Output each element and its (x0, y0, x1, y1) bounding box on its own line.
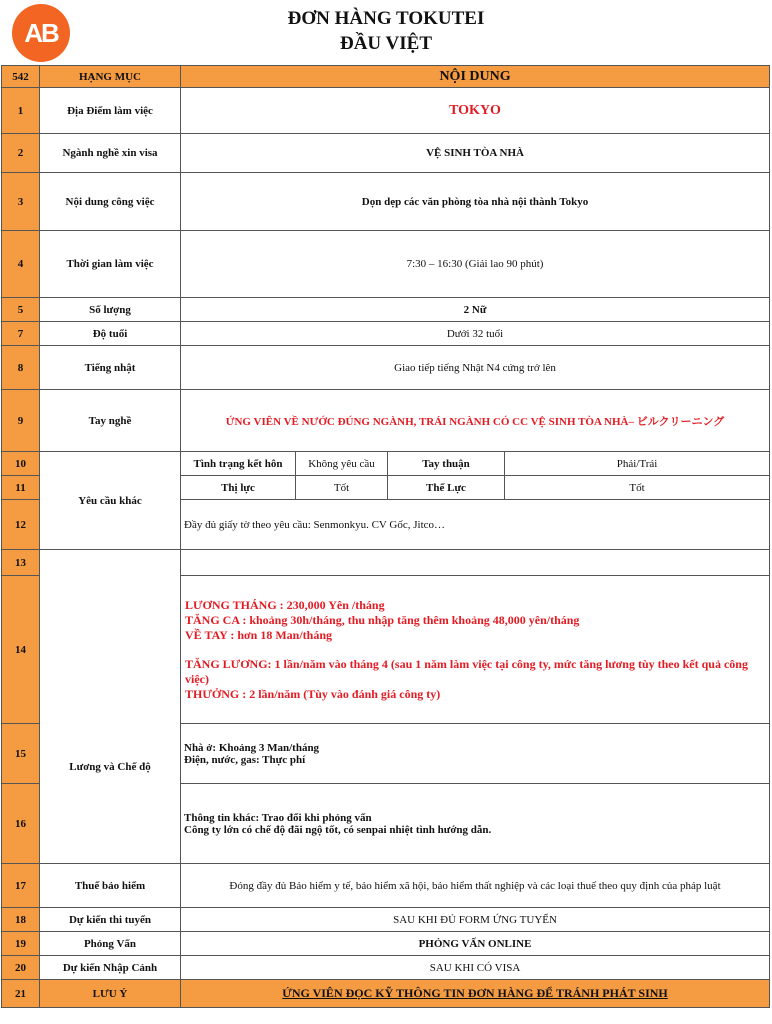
row-number: 21 (2, 980, 40, 1008)
table-row (2, 452, 770, 476)
spacer (185, 643, 765, 657)
other-info-line1: Thông tin khác: Trao đổi khi phỏng vấn (184, 811, 372, 824)
eyesight-label: Thị lực (181, 476, 296, 500)
row-number: 3 (2, 173, 40, 231)
table-row (2, 134, 770, 173)
japanese-level: Giao tiếp tiếng Nhật N4 cứng trở lên (181, 346, 770, 390)
bonus: THƯỞNG : 2 lần/năm (Tùy vào đánh giá công ty) (185, 686, 441, 701)
row-number: 9 (2, 390, 40, 452)
row-number: 15 (2, 724, 40, 784)
monthly-salary: LƯƠNG THÁNG : 230,000 Yên /tháng (185, 597, 385, 612)
logo-text: AB (24, 17, 58, 48)
row-label: Tiếng nhật (40, 346, 181, 390)
table-row (2, 346, 770, 390)
row-label: LƯU Ý (40, 980, 181, 1008)
row-label: Độ tuổi (40, 322, 181, 346)
order-table (1, 65, 770, 1008)
row-number: 1 (2, 88, 40, 134)
tax-insurance: Đóng đầy đủ Bảo hiểm y tế, bảo hiểm xã hội, bảo hiểm thất nghiệp và các loại thuế theo quy định của pháp luật (181, 864, 770, 908)
row-number: 18 (2, 908, 40, 932)
empty-cell (181, 550, 770, 576)
notice: ỨNG VIÊN ĐỌC KỸ THÔNG TIN ĐƠN HÀNG ĐỂ TRÁNH PHÁT SINH (181, 980, 770, 1008)
table-row (2, 322, 770, 346)
housing-cost: Nhà ở: Khoảng 3 Man/tháng (184, 741, 320, 754)
utilities-cost: Điện, nước, gas: Thực phí (184, 753, 306, 766)
salary-details (181, 576, 770, 724)
table-row (2, 864, 770, 908)
eyesight-value: Tốt (296, 476, 388, 500)
row-label: Thuế bảo hiểm (40, 864, 181, 908)
row-number: 11 (2, 476, 40, 500)
exam-schedule: SAU KHI ĐỦ FORM ỨNG TUYỂN (181, 908, 770, 932)
skill-requirement: ỨNG VIÊN VỀ NƯỚC ĐÚNG NGÀNH, TRÁI NGÀNH CÓ CC VỆ SINH TÒA NHÀ– ビルクリーニング (181, 390, 770, 452)
salary-benefits-label: Lương và Chế độ (40, 550, 181, 864)
other-info-line2: Công ty lớn có chế độ đãi ngộ tốt, có senpai nhiệt tình hướng dẫn. (184, 823, 492, 836)
table-row (2, 980, 770, 1008)
table-row (2, 390, 770, 452)
table-row (2, 550, 770, 576)
table-row (2, 956, 770, 980)
row-number: 4 (2, 231, 40, 298)
row-number: 13 (2, 550, 40, 576)
table-row (2, 231, 770, 298)
document-title: ĐƠN HÀNG TOKUTEI (287, 8, 485, 29)
other-requirements-label: Yêu cầu khác (40, 452, 181, 550)
row-label: Tay nghề (40, 390, 181, 452)
header-code: 542 (2, 66, 40, 88)
housing-info (181, 724, 770, 784)
header-category: HẠNG MỤC (40, 66, 181, 88)
row-label: Nội dung công việc (40, 173, 181, 231)
row-number: 14 (2, 576, 40, 724)
other-info (181, 784, 770, 864)
handedness-value: Phải/Trái (505, 452, 770, 476)
row-number: 20 (2, 956, 40, 980)
quantity: 2 Nữ (181, 298, 770, 322)
handedness-label: Tay thuận (388, 452, 505, 476)
row-number: 19 (2, 932, 40, 956)
marital-status-value: Không yêu cầu (296, 452, 388, 476)
row-number: 10 (2, 452, 40, 476)
documents-required: Đầy đủ giấy tờ theo yêu cầu: Senmonkyu. CV Gốc, Jitco… (181, 500, 770, 550)
work-location: TOKYO (181, 88, 770, 134)
marital-status-label: Tình trạng kết hôn (181, 452, 296, 476)
row-label: Dự kiến thi tuyển (40, 908, 181, 932)
row-number: 5 (2, 298, 40, 322)
visa-industry: VỆ SINH TÒA NHÀ (181, 134, 770, 173)
table-row (2, 298, 770, 322)
table-row (2, 173, 770, 231)
row-label: Ngành nghề xin visa (40, 134, 181, 173)
row-number: 16 (2, 784, 40, 864)
document-subtitle: ĐẦU VIỆT (339, 33, 433, 54)
working-hours: 7:30 – 16:30 (Giải lao 90 phút) (181, 231, 770, 298)
table-row (2, 908, 770, 932)
fitness-label: Thể Lực (388, 476, 505, 500)
row-number: 7 (2, 322, 40, 346)
raise: TĂNG LƯƠNG: 1 lần/năm vào tháng 4 (sau 1 năm làm việc tại công ty, mức tăng lương tùy theo kết quả công việc) (185, 656, 748, 686)
interview-type: PHỎNG VẤN ONLINE (181, 932, 770, 956)
header-content: NỘI DUNG (181, 66, 770, 88)
fitness-value: Tốt (505, 476, 770, 500)
table-row (2, 932, 770, 956)
row-label: Phỏng Vấn (40, 932, 181, 956)
row-number: 17 (2, 864, 40, 908)
entry-schedule: SAU KHI CÓ VISA (181, 956, 770, 980)
row-number: 2 (2, 134, 40, 173)
job-description: Dọn dẹp các văn phòng tòa nhà nội thành Tokyo (181, 173, 770, 231)
age: Dưới 32 tuổi (181, 322, 770, 346)
overtime: TĂNG CA : khoảng 30h/tháng, thu nhập tăng thêm khoảng 48,000 yên/tháng (185, 612, 580, 627)
row-label: Số lượng (40, 298, 181, 322)
row-number: 8 (2, 346, 40, 390)
row-label: Thời gian làm việc (40, 231, 181, 298)
table-row (2, 88, 770, 134)
row-label: Dự kiến Nhập Cảnh (40, 956, 181, 980)
table-header-row (2, 66, 770, 88)
row-label: Địa Điểm làm việc (40, 88, 181, 134)
row-number: 12 (2, 500, 40, 550)
take-home: VỀ TAY : hơn 18 Man/tháng (185, 627, 333, 642)
